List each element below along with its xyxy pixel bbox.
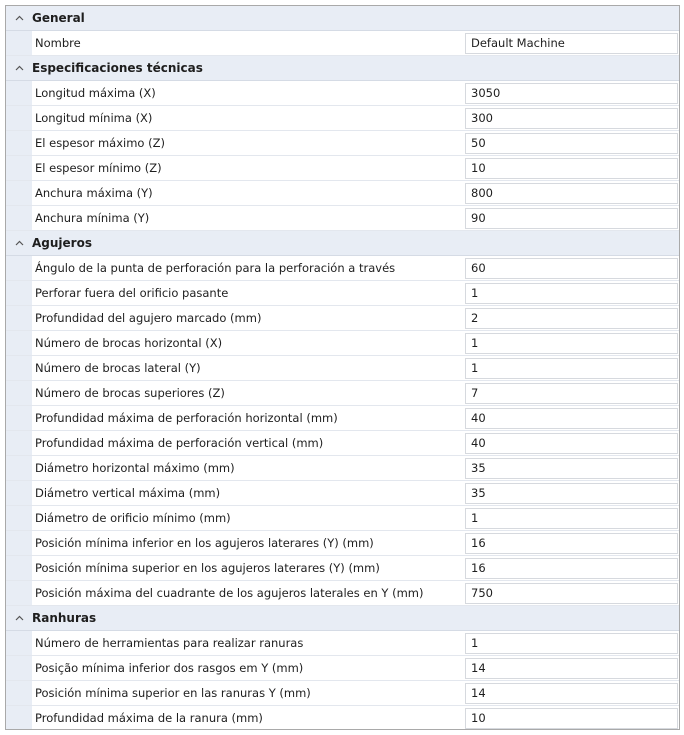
property-name: El espesor máximo (Z)	[35, 136, 165, 150]
row-gutter	[6, 206, 32, 230]
value-cell	[463, 556, 679, 580]
property-value-field[interactable]: 1	[465, 333, 678, 354]
property-row[interactable]	[6, 656, 679, 681]
property-row[interactable]	[6, 156, 679, 181]
property-value-field[interactable]: 750	[465, 583, 678, 604]
row-gutter	[6, 431, 32, 455]
property-row[interactable]	[6, 431, 679, 456]
row-gutter	[6, 281, 32, 305]
property-value-field[interactable]: 60	[465, 258, 678, 279]
row-gutter	[6, 331, 32, 355]
row-gutter	[6, 706, 32, 730]
category-title: General	[32, 11, 85, 25]
property-row[interactable]	[6, 206, 679, 231]
property-value-field[interactable]: 2	[465, 308, 678, 329]
row-gutter	[6, 381, 32, 405]
value-cell	[463, 431, 679, 455]
chevron-up-icon[interactable]	[6, 65, 32, 71]
value-cell	[463, 331, 679, 355]
chevron-up-icon[interactable]	[6, 240, 32, 246]
property-value-field[interactable]: 35	[465, 483, 678, 504]
property-name: Nombre	[35, 36, 81, 50]
property-row[interactable]	[6, 481, 679, 506]
property-name: Posición mínima inferior en los agujeros laterares (Y) (mm)	[35, 536, 374, 550]
property-row[interactable]	[6, 281, 679, 306]
row-gutter	[6, 631, 32, 655]
property-name: Diámetro de orificio mínimo (mm)	[35, 511, 231, 525]
property-name: Longitud mínima (X)	[35, 111, 153, 125]
row-gutter	[6, 256, 32, 280]
property-row[interactable]	[6, 81, 679, 106]
property-name: Diámetro horizontal máximo (mm)	[35, 461, 235, 475]
value-cell	[463, 681, 679, 705]
property-name: Profundidad máxima de la ranura (mm)	[35, 711, 263, 725]
value-cell	[463, 131, 679, 155]
value-cell	[463, 656, 679, 680]
property-value-field[interactable]: 800	[465, 183, 678, 204]
property-row[interactable]	[6, 31, 679, 56]
property-row[interactable]	[6, 631, 679, 656]
property-name: Profundidad máxima de perforación vertical (mm)	[35, 436, 324, 450]
value-cell	[463, 456, 679, 480]
value-cell	[463, 106, 679, 130]
category-title: Agujeros	[32, 236, 92, 250]
property-value-field[interactable]: 90	[465, 208, 678, 229]
row-gutter	[6, 106, 32, 130]
property-row[interactable]	[6, 506, 679, 531]
row-gutter	[6, 131, 32, 155]
property-row[interactable]	[6, 181, 679, 206]
property-row[interactable]	[6, 256, 679, 281]
property-value-field[interactable]: 16	[465, 533, 678, 554]
property-row[interactable]	[6, 581, 679, 606]
value-cell	[463, 156, 679, 180]
category-title: Ranhuras	[32, 611, 97, 625]
property-name: Número de herramientas para realizar ranuras	[35, 636, 304, 650]
category-title: Especificaciones técnicas	[32, 61, 203, 75]
value-cell	[463, 306, 679, 330]
value-cell	[463, 356, 679, 380]
row-gutter	[6, 681, 32, 705]
category-header[interactable]	[6, 6, 679, 31]
property-name: Número de brocas horizontal (X)	[35, 336, 223, 350]
property-name: Anchura mínima (Y)	[35, 211, 150, 225]
property-name: Profundidad del agujero marcado (mm)	[35, 311, 262, 325]
value-cell	[463, 531, 679, 555]
property-row[interactable]	[6, 381, 679, 406]
row-gutter	[6, 456, 32, 480]
property-value-field[interactable]: 1	[465, 283, 678, 304]
property-row[interactable]	[6, 531, 679, 556]
property-name: Número de brocas superiores (Z)	[35, 386, 225, 400]
value-cell	[463, 706, 679, 730]
property-value-field[interactable]: 7	[465, 383, 678, 404]
row-gutter	[6, 581, 32, 605]
property-value-field[interactable]: 1	[465, 633, 678, 654]
property-value-field[interactable]: 16	[465, 558, 678, 579]
row-gutter	[6, 156, 32, 180]
property-value-field[interactable]: 3050	[465, 83, 678, 104]
value-cell	[463, 81, 679, 105]
property-value-field[interactable]: 10	[465, 708, 678, 729]
property-row[interactable]	[6, 556, 679, 581]
row-gutter	[6, 81, 32, 105]
chevron-up-icon[interactable]	[6, 15, 32, 21]
property-value-field[interactable]: 14	[465, 658, 678, 679]
property-name: Ángulo de la punta de perforación para la perforación a través	[35, 261, 396, 275]
row-gutter	[6, 506, 32, 530]
chevron-up-icon[interactable]	[6, 615, 32, 621]
row-gutter	[6, 556, 32, 580]
property-row[interactable]	[6, 306, 679, 331]
property-value-field[interactable]: 35	[465, 458, 678, 479]
value-cell	[463, 206, 679, 230]
row-gutter	[6, 406, 32, 430]
property-name: Posición mínima superior en las ranuras Y (mm)	[35, 686, 311, 700]
property-name: Longitud máxima (X)	[35, 86, 156, 100]
property-name: Posición mínima superior en los agujeros laterares (Y) (mm)	[35, 561, 380, 575]
value-cell	[463, 181, 679, 205]
row-gutter	[6, 181, 32, 205]
value-cell	[463, 31, 679, 55]
value-cell	[463, 506, 679, 530]
value-cell	[463, 381, 679, 405]
property-value-field[interactable]: 14	[465, 683, 678, 704]
property-value-field[interactable]: 40	[465, 408, 678, 429]
row-gutter	[6, 356, 32, 380]
row-gutter	[6, 31, 32, 55]
value-cell	[463, 256, 679, 280]
value-cell	[463, 406, 679, 430]
property-row[interactable]	[6, 356, 679, 381]
property-value-field[interactable]: 40	[465, 433, 678, 454]
value-cell	[463, 481, 679, 505]
property-row[interactable]	[6, 681, 679, 706]
row-gutter	[6, 531, 32, 555]
value-cell	[463, 631, 679, 655]
row-gutter	[6, 481, 32, 505]
row-gutter	[6, 306, 32, 330]
row-gutter	[6, 656, 32, 680]
value-cell	[463, 581, 679, 605]
property-row[interactable]	[6, 456, 679, 481]
property-row[interactable]	[6, 106, 679, 131]
property-row[interactable]	[6, 131, 679, 156]
value-cell	[463, 281, 679, 305]
property-row[interactable]	[6, 706, 679, 730]
property-name: Posición máxima del cuadrante de los agujeros laterales en Y (mm)	[35, 586, 424, 600]
property-row[interactable]	[6, 331, 679, 356]
property-value-field[interactable]: 1	[465, 358, 678, 379]
property-name: Anchura máxima (Y)	[35, 186, 153, 200]
property-value-field[interactable]: 50	[465, 133, 678, 154]
property-value-field[interactable]: 300	[465, 108, 678, 129]
property-value-field[interactable]: 10	[465, 158, 678, 179]
property-name: Diámetro vertical máxima (mm)	[35, 486, 221, 500]
property-name: Perforar fuera del orificio pasante	[35, 286, 229, 300]
property-name: Número de brocas lateral (Y)	[35, 361, 201, 375]
property-value-field[interactable]: Default Machine	[465, 33, 678, 54]
property-grid[interactable]	[5, 5, 680, 730]
property-name: Posição mínima inferior dos rasgos em Y (mm)	[35, 661, 304, 675]
category-header[interactable]	[6, 56, 679, 81]
category-header[interactable]	[6, 606, 679, 631]
property-name: Profundidad máxima de perforación horizontal (mm)	[35, 411, 338, 425]
property-value-field[interactable]: 1	[465, 508, 678, 529]
property-name: El espesor mínimo (Z)	[35, 161, 162, 175]
category-header[interactable]	[6, 231, 679, 256]
property-row[interactable]	[6, 406, 679, 431]
